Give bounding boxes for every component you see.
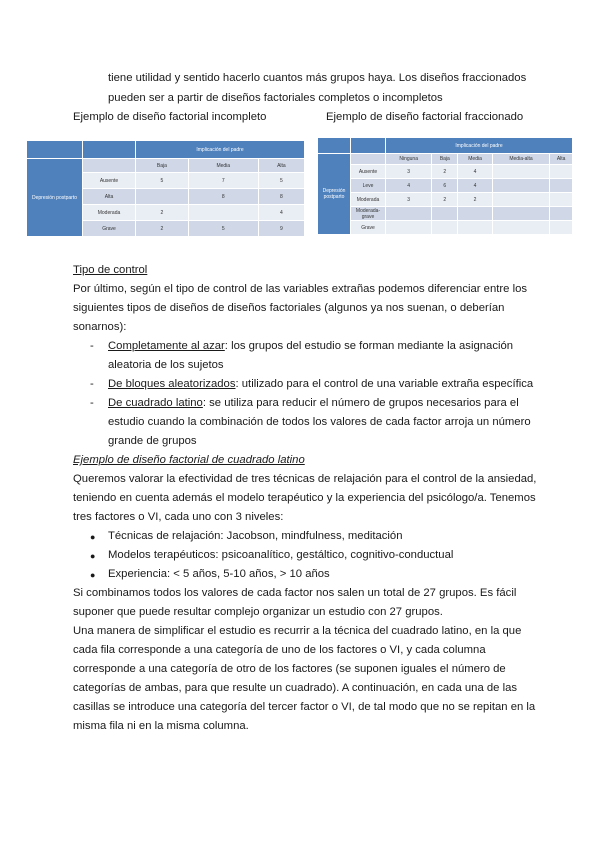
table-incomplete-grid (26, 140, 305, 236)
latin-r1: Una manera de simplificar el estudio es recurrir a la técnica del cuadrado latino, en la que (73, 625, 522, 637)
row-label: Moderada (83, 205, 136, 221)
row-label: Grave (83, 221, 136, 237)
cell: 6 (432, 179, 458, 193)
latin-q1: Si combinamos todos los valores de cada factor nos salen un total de 27 grupos. Es fácil (73, 587, 517, 599)
cell: 4 (258, 205, 304, 221)
cell: 2 (136, 205, 189, 221)
cell (136, 189, 189, 205)
col-header-media: Media (188, 159, 258, 173)
col-header: Alta (550, 154, 573, 165)
cell: 2 (432, 193, 458, 207)
dash-marker: - (90, 397, 94, 409)
control-item-term: De bloques aleatorizados (108, 378, 236, 390)
latin-p3: tres factores o VI, cada uno con 3 niveles: (73, 511, 284, 523)
control-p2: siguientes tipos de diseños de diseños factoriales (algunos ya nos suenan, o deberían (73, 302, 505, 314)
dash-marker: - (90, 340, 94, 352)
cell (492, 207, 549, 221)
col-spacer (351, 154, 386, 165)
latin-r6: misma fila ni en la misma columna. (73, 720, 249, 732)
bullet-dot-icon: ● (90, 551, 96, 561)
cell: 8 (188, 189, 258, 205)
cell (550, 179, 573, 193)
table-fractional (317, 137, 573, 235)
row-label-header (83, 141, 136, 159)
cell: 2 (136, 221, 189, 237)
cell: 7 (188, 173, 258, 189)
latin-p2: teniendo en cuenta además el modelo terapéutico y la experiencia del psicólogo/a. Tenemos (73, 492, 536, 504)
control-item-1 (108, 339, 513, 353)
control-item-term: De cuadrado latino (108, 397, 203, 409)
latin-r3: corresponde a una categoría de otro de los factores (se suponen iguales el número de (73, 663, 506, 675)
row-label: Leve (351, 179, 386, 193)
col-spacer (83, 159, 136, 173)
row-label: Alta (83, 189, 136, 205)
control-item-term: Completamente al azar (108, 340, 225, 352)
intro-line-2: pueden ser a partir de diseños factoriales completos o incompletos (108, 92, 443, 104)
control-item-desc: : utilizado para el control de una variable extraña específica (235, 378, 534, 390)
cell: 2 (458, 193, 493, 207)
latin-r5: casillas se introduce una categoría del tercer factor o VI, de tal modo que no se repitan en la (73, 701, 536, 713)
latin-heading: Ejemplo de diseño factorial de cuadrado latino (73, 454, 305, 466)
bullet-dot-icon: ● (90, 532, 96, 542)
cell (550, 165, 573, 179)
dash-marker: - (90, 378, 94, 390)
row-label: Ausente (83, 173, 136, 189)
control-p3: sonarnos): (73, 321, 127, 333)
latin-r4: categorías de ambas, para que resulte un cuadrado). A continuación, en cada una de las (73, 682, 518, 694)
row-group-label: Depresión postparto (318, 154, 351, 235)
cell (492, 165, 549, 179)
control-item-3 (108, 396, 519, 410)
col-header: Media (458, 154, 493, 165)
cell (386, 207, 432, 221)
table-incomplete-body (26, 140, 305, 237)
row-label-header (351, 138, 386, 154)
col-header: Baja (432, 154, 458, 165)
control-item-1-cont: aleatoria de los sujetos (108, 359, 224, 371)
cell: 5 (188, 221, 258, 237)
control-item-3-cont2: grande de grupos (108, 435, 197, 447)
cell (550, 221, 573, 235)
cell (492, 193, 549, 207)
caption-fractional: Ejemplo de diseño factorial fraccionado (326, 111, 524, 123)
row-group-label: Depresión postparto (27, 159, 83, 237)
latin-p1: Queremos valorar la efectividad de tres técnicas de relajación para el control de la ansiedad, (73, 473, 537, 485)
table-corner (318, 138, 351, 154)
bullet-dot-icon: ● (90, 570, 96, 580)
control-heading: Tipo de control (73, 264, 148, 276)
table-top-header: Implicación del padre (386, 138, 573, 154)
table-top-header: Implicación del padre (136, 141, 305, 159)
row-label: Moderada-grave (351, 207, 386, 221)
cell (492, 221, 549, 235)
control-item-3-cont: estudio cuando la combinación de todos los valores de cada factor arroja un número (108, 416, 531, 428)
latin-r2: cada fila corresponde a una categoría de uno de los factores o VI, y cada columna (73, 644, 486, 656)
row-label: Moderada (351, 193, 386, 207)
cell (188, 205, 258, 221)
control-item-2 (108, 377, 533, 391)
cell: 8 (258, 189, 304, 205)
control-item-desc: : se utiliza para reducir el número de grupos necesarios para el (202, 397, 519, 409)
cell: 3 (386, 165, 432, 179)
cell (492, 179, 549, 193)
cell (458, 207, 493, 221)
cell: 9 (258, 221, 304, 237)
cell (432, 207, 458, 221)
latin-bullet-2: Modelos terapéuticos: psicoanalítico, gestáltico, cognitivo-conductual (108, 549, 454, 561)
cell (550, 207, 573, 221)
control-p1: Por último, según el tipo de control de las variables extrañas podemos diferenciar entre los (73, 283, 528, 295)
cell: 4 (458, 179, 493, 193)
row-label: Ausente (351, 165, 386, 179)
latin-bullet-1: Técnicas de relajación: Jacobson, mindfulness, meditación (108, 530, 403, 542)
cell: 5 (258, 173, 304, 189)
cell (458, 221, 493, 235)
row-label: Grave (351, 221, 386, 235)
intro-line-1: tiene utilidad y sentido hacerlo cuantos más grupos haya. Los diseños fraccionados (108, 72, 527, 84)
col-header-alta: Alta (258, 159, 304, 173)
cell: 4 (458, 165, 493, 179)
col-header-baja: Baja (136, 159, 189, 173)
cell (432, 221, 458, 235)
col-header: Ninguna (386, 154, 432, 165)
caption-incomplete: Ejemplo de diseño factorial incompleto (73, 111, 267, 123)
cell: 4 (386, 179, 432, 193)
cell: 2 (432, 165, 458, 179)
col-header: Media-alta (492, 154, 549, 165)
latin-bullet-3: Experiencia: < 5 años, 5-10 años, > 10 años (108, 568, 330, 580)
control-item-desc: : los grupos del estudio se forman mediante la asignación (224, 340, 514, 352)
table-corner (27, 141, 83, 159)
cell (550, 193, 573, 207)
latin-q2: suponer que puede resultar complejo organizar un estudio con 27 grupos. (73, 606, 443, 618)
cell: 3 (386, 193, 432, 207)
cell: 5 (136, 173, 189, 189)
cell (386, 221, 432, 235)
